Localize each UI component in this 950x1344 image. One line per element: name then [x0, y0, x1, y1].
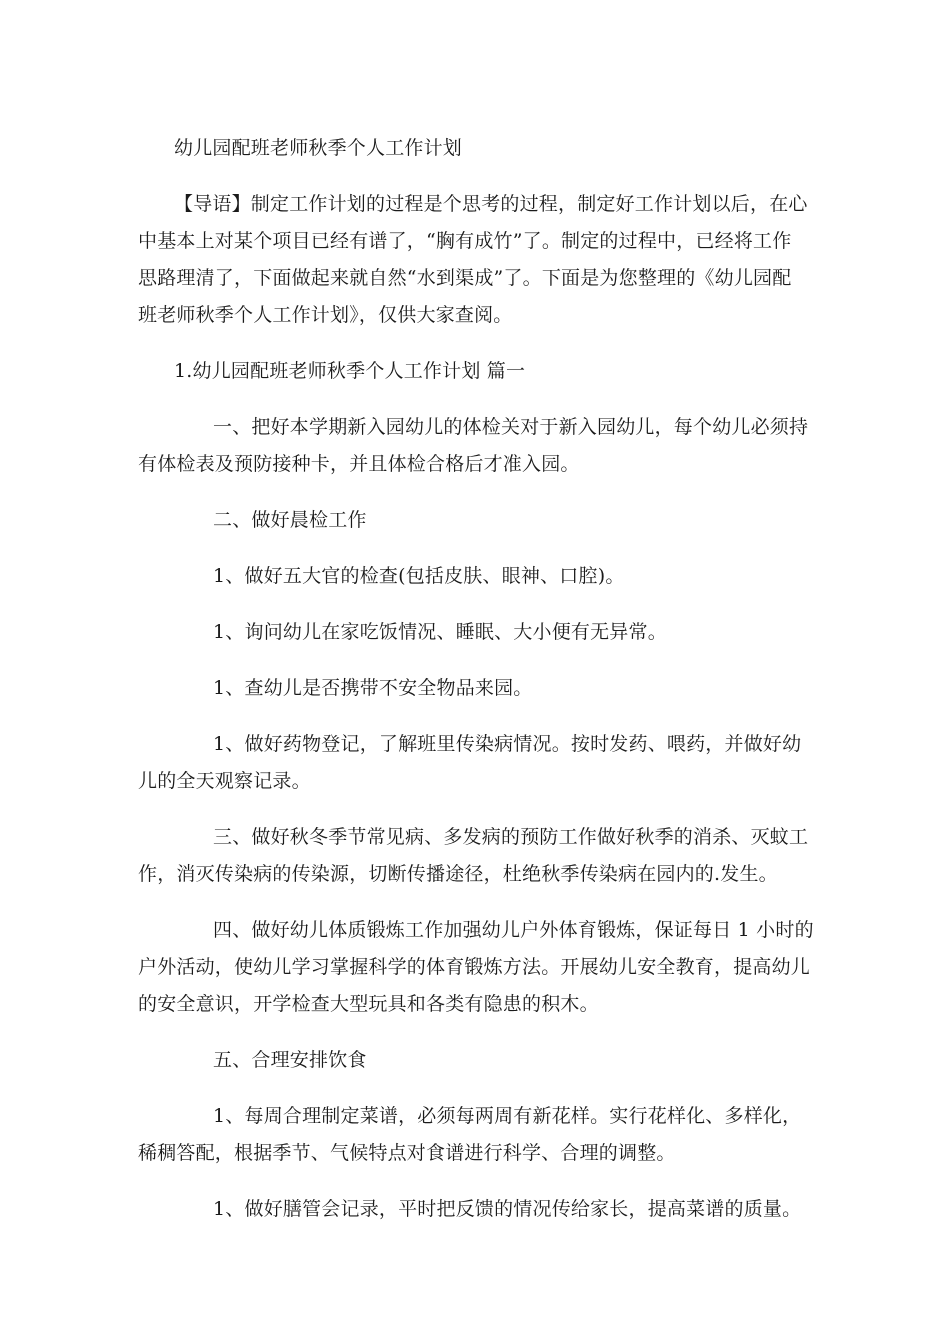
paragraph-line: 儿的全天观察记录。: [138, 770, 311, 792]
section-heading: 1.幼儿园配班老师秋季个人工作计划 篇一: [174, 360, 526, 382]
subheading: 五、合理安排饮食: [213, 1049, 367, 1071]
paragraph-line: 稀稠答配，根据季节、气候特点对食谱进行科学、合理的调整。: [138, 1142, 676, 1164]
intro-paragraph-line: 班老师秋季个人工作计划》，仅供大家查阅。: [138, 304, 513, 326]
paragraph-line: 1、做好膳管会记录，平时把反馈的情况传给家长，提高菜谱的质量。: [213, 1198, 802, 1220]
intro-paragraph-line: 思路理清了，下面做起来就自然“水到渠成”了。下面是为您整理的《幼儿园配: [138, 267, 792, 289]
paragraph-line: 户外活动，使幼儿学习掌握科学的体育锻炼方法。开展幼儿安全教育，提高幼儿: [138, 956, 811, 978]
paragraph-line: 1、询问幼儿在家吃饭情况、睡眠、大小便有无异常。: [213, 621, 667, 643]
paragraph-line: 作，消灭传染病的传染源，切断传播途径，杜绝秋季传染病在园内的.发生。: [138, 863, 778, 885]
document-title: 幼儿园配班老师秋季个人工作计划: [174, 137, 463, 159]
intro-paragraph-line: 【导语】制定工作计划的过程是个思考的过程，制定好工作计划以后，在心: [174, 193, 808, 215]
paragraph-line: 的安全意识，开学检查大型玩具和各类有隐患的积木。: [138, 993, 599, 1015]
paragraph-line: 一、把好本学期新入园幼儿的体检关对于新入园幼儿，每个幼儿必须持: [213, 416, 809, 438]
paragraph-line: 三、做好秋冬季节常见病、多发病的预防工作做好秋季的消杀、灭蚊工: [213, 826, 809, 848]
paragraph-line: 1、做好五大官的检查(包括皮肤、眼神、口腔)。: [213, 565, 625, 587]
paragraph-line: 1、每周合理制定菜谱，必须每两周有新花样。实行花样化、多样化，: [213, 1105, 802, 1127]
paragraph-line: 1、查幼儿是否携带不安全物品来园。: [213, 677, 533, 699]
subheading: 二、做好晨检工作: [213, 509, 367, 531]
paragraph-line: 四、做好幼儿体质锻炼工作加强幼儿户外体育锻炼，保证每日 1 小时的: [213, 919, 814, 941]
paragraph-line: 1、做好药物登记，了解班里传染病情况。按时发药、喂药，并做好幼: [213, 733, 802, 755]
paragraph-line: 有体检表及预防接种卡，并且体检合格后才准入园。: [138, 453, 580, 475]
intro-paragraph-line: 中基本上对某个项目已经有谱了，“胸有成竹”了。制定的过程中，已经将工作: [138, 230, 792, 252]
